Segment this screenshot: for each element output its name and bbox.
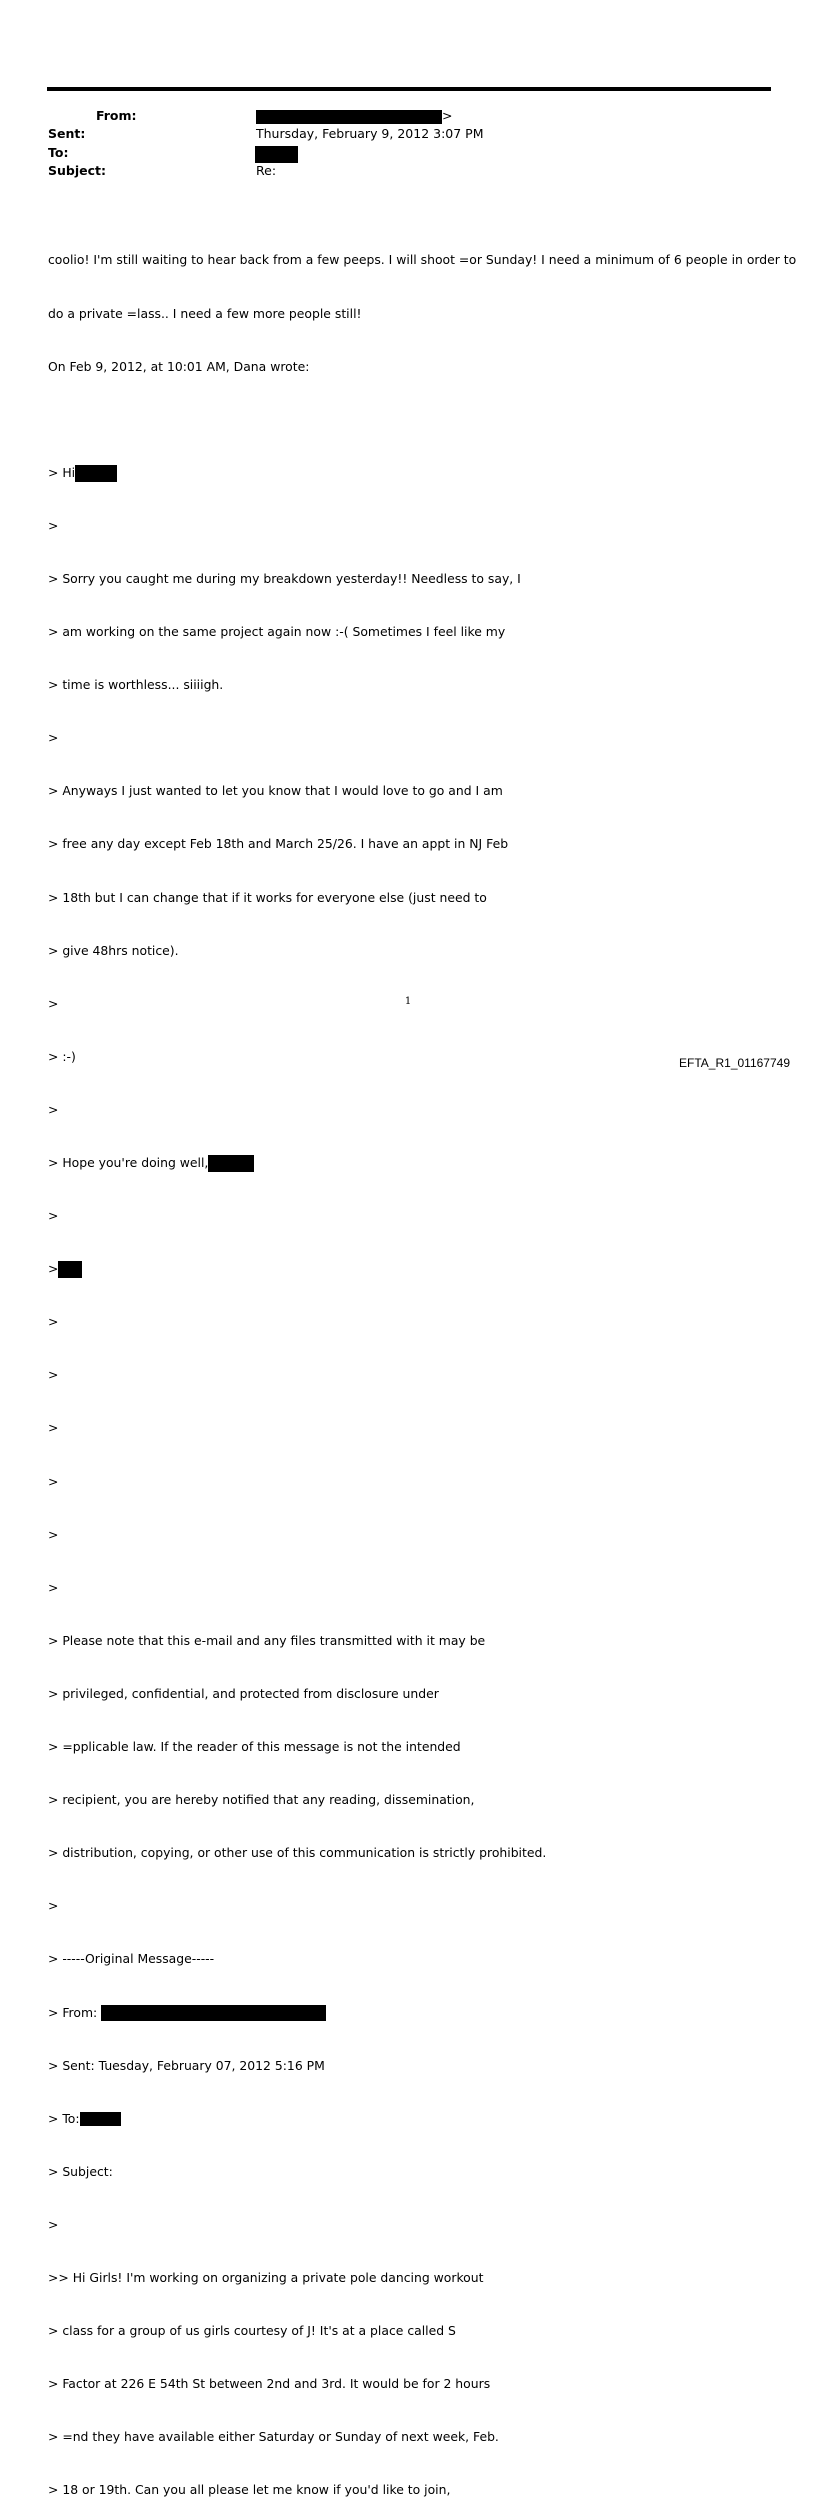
body-line: do a private =lass.. I need a few more people still!	[48, 305, 362, 321]
page-number: 1	[404, 996, 412, 1007]
from-tail: >	[442, 108, 453, 123]
sent-label: Sent:	[48, 126, 86, 141]
body-line: >	[48, 1101, 59, 1117]
to-value	[255, 145, 298, 163]
redaction-box	[208, 1155, 254, 1172]
body-line: > 18 or 19th. Can you all please let me know if you'd like to join,	[48, 2482, 451, 2498]
body-line: > time is worthless... siiiigh.	[48, 677, 224, 693]
sent-value: Thursday, February 9, 2012 3:07 PM	[256, 126, 484, 141]
body-line	[48, 411, 778, 429]
body-line: > Hope you're doing well,	[48, 1154, 778, 1172]
redaction-box	[58, 1261, 82, 1278]
body-line: > =nd they have available either Saturday or Sunday of next week, Feb.	[48, 2429, 499, 2445]
body-line: On Feb 9, 2012, at 10:01 AM, Dana wrote:	[48, 358, 310, 374]
body-line: >	[48, 1314, 59, 1330]
body-line: > am working on the same project again now :-( Sometimes I feel like my	[48, 624, 506, 640]
redaction-box	[80, 2112, 121, 2126]
body-line: > Please note that this e-mail and any files transmitted with it may be	[48, 1632, 486, 1648]
body-line: > =pplicable law. If the reader of this message is not the intended	[48, 1739, 461, 1755]
subject-value: Re:	[256, 163, 277, 178]
body-line: >	[48, 1208, 59, 1224]
bates-number: EFTA_R1_01167749	[679, 1056, 790, 1070]
body-line: coolio! I'm still waiting to hear back from a few peeps. I will shoot =or Sunday! I need a minimum of 6 people in order to	[48, 252, 797, 268]
body-line: >	[48, 995, 59, 1011]
redaction-box	[256, 110, 442, 124]
body-line: > -----Original Message-----	[48, 1951, 215, 1967]
body-line: > Hi	[48, 464, 778, 482]
body-line: > free any day except Feb 18th and March 25/26. I have an appt in NJ Feb	[48, 836, 509, 852]
body-line: > Subject:	[48, 2163, 113, 2179]
redaction-box	[75, 465, 117, 482]
body-line: >	[48, 517, 59, 533]
body-line: >> Hi Girls! I'm working on organizing a private pole dancing workout	[48, 2269, 484, 2285]
body-line: > give 48hrs notice).	[48, 942, 179, 958]
body-line: > Sorry you caught me during my breakdown yesterday!! Needless to say, I	[48, 570, 521, 586]
redaction-box	[101, 2005, 326, 2021]
body-line: >	[48, 1420, 59, 1436]
redaction-box	[255, 146, 298, 163]
header-rule	[47, 87, 771, 91]
body-line: >	[48, 730, 59, 746]
body-line: >	[48, 1898, 59, 1914]
body-line: > distribution, copying, or other use of this communication is strictly prohibited.	[48, 1845, 547, 1861]
body-line: > Factor at 226 E 54th St between 2nd and 3rd. It would be for 2 hours	[48, 2376, 491, 2392]
body-line: >	[48, 1260, 778, 1278]
body-line: > Sent: Tuesday, February 07, 2012 5:16 PM	[48, 2057, 325, 2073]
body-line: >	[48, 1526, 59, 1542]
from-value	[256, 107, 452, 125]
body-line: >	[48, 1367, 59, 1383]
body-line: > recipient, you are hereby notified that any reading, dissemination,	[48, 1792, 475, 1808]
body-line: > class for a group of us girls courtesy of J! It's at a place called S	[48, 2323, 456, 2339]
email-body	[48, 216, 797, 2517]
body-line: > privileged, confidential, and protected from disclosure under	[48, 1685, 439, 1701]
body-line: > To:	[48, 2110, 778, 2128]
body-line: > :-)	[48, 1048, 76, 1064]
body-line: > 18th but I can change that if it works for everyone else (just need to	[48, 889, 487, 905]
body-line: >	[48, 1473, 59, 1489]
body-line: > From:	[48, 2004, 778, 2022]
body-line: >	[48, 1579, 59, 1595]
to-label: To:	[48, 145, 69, 160]
body-line: >	[48, 2216, 59, 2232]
body-line: > Anyways I just wanted to let you know that I would love to go and I am	[48, 783, 503, 799]
subject-label: Subject:	[48, 163, 106, 178]
from-label: From:	[96, 108, 137, 123]
